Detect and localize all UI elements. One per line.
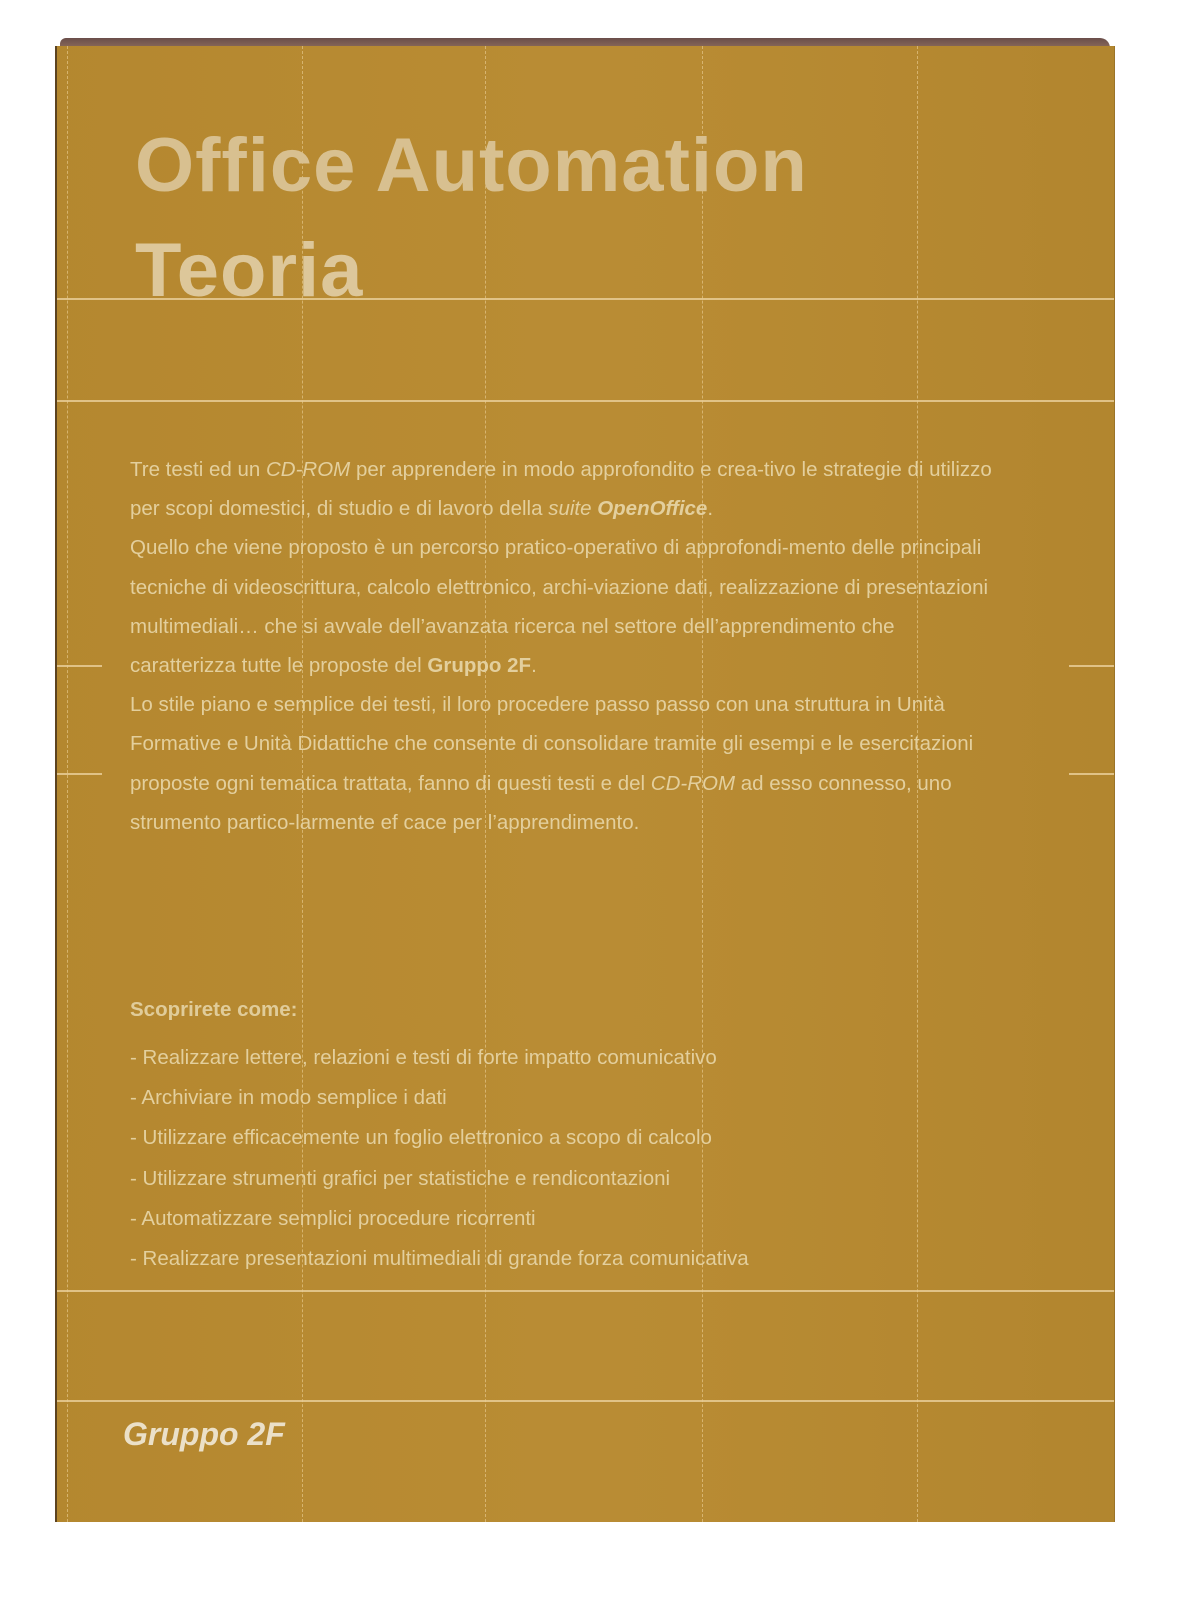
description-paragraph-3	[130, 685, 1000, 842]
suite-term: suite	[548, 497, 592, 521]
features-list	[130, 1038, 749, 1279]
text: Quello che viene proposto è un percorso pratico-operativo di approfondi-mento delle principali tecniche di videoscrittura, calcolo elettronico, archi-viazione dati, realizzazione di presentazioni multimediali… che si avvale dell’avanzata ricerca nel settore dell’apprendimento che caratterizza tutte le proposte del	[130, 536, 989, 678]
list-item: - Realizzare presentazioni multimediali di grande forza comunicativa	[130, 1247, 749, 1271]
openoffice-term: OpenOffice	[597, 497, 708, 521]
cd-rom-term: CD-ROM	[650, 771, 736, 795]
list-item: - Utilizzare strumenti grafici per statistiche e rendicontazioni	[130, 1166, 671, 1190]
description-paragraph-2	[130, 528, 1000, 685]
margin-tick	[1069, 665, 1114, 667]
book-back-cover	[55, 46, 1114, 1522]
list-item: - Utilizzare efficacemente un foglio elettronico a scopo di calcolo	[130, 1126, 712, 1150]
margin-tick	[1069, 773, 1114, 775]
publisher-logo: Gruppo 2F	[123, 1416, 285, 1452]
margin-tick	[57, 665, 102, 667]
description	[130, 450, 1000, 842]
text: .	[531, 654, 537, 678]
divider-rule	[57, 400, 1114, 402]
list-item: - Automatizzare semplici procedure ricorrenti	[130, 1206, 536, 1230]
features-heading: Scoprirete come:	[130, 998, 298, 1021]
title-line-2: Teoria	[135, 228, 364, 313]
list-item: - Realizzare lettere, relazioni e testi di forte impatto comunicativo	[130, 1046, 717, 1069]
divider-rule	[57, 1400, 1114, 1402]
text: Tre testi ed un	[130, 458, 266, 481]
title-line-1: Office Automation	[135, 123, 808, 208]
cd-rom-term: CD-ROM	[265, 458, 351, 481]
text: per apprendere in modo approfondito e crea-tivo le strategie di utilizzo per scopi domestici, di studio e di lavoro della	[130, 458, 992, 521]
text: .	[707, 497, 714, 521]
guide-line	[67, 46, 68, 1522]
divider-rule	[57, 1290, 1114, 1292]
description-paragraph-1	[130, 450, 1000, 528]
text: Lo stile piano e semplice dei testi, il loro procedere passo passo con una struttura in Unità Formative e Unità Didattiche che consente di consolidare tramite gli esempi e le esercitazioni proposte ogni tematica trattata, fanno di questi testi e del	[130, 693, 974, 795]
margin-tick	[57, 773, 102, 775]
publisher-mention: Gruppo 2F	[427, 654, 532, 678]
text: ad esso connesso, uno strumento partico-larmente ef cace per l’apprendimento.	[130, 771, 952, 834]
list-item: - Archiviare in modo semplice i dati	[130, 1086, 447, 1110]
